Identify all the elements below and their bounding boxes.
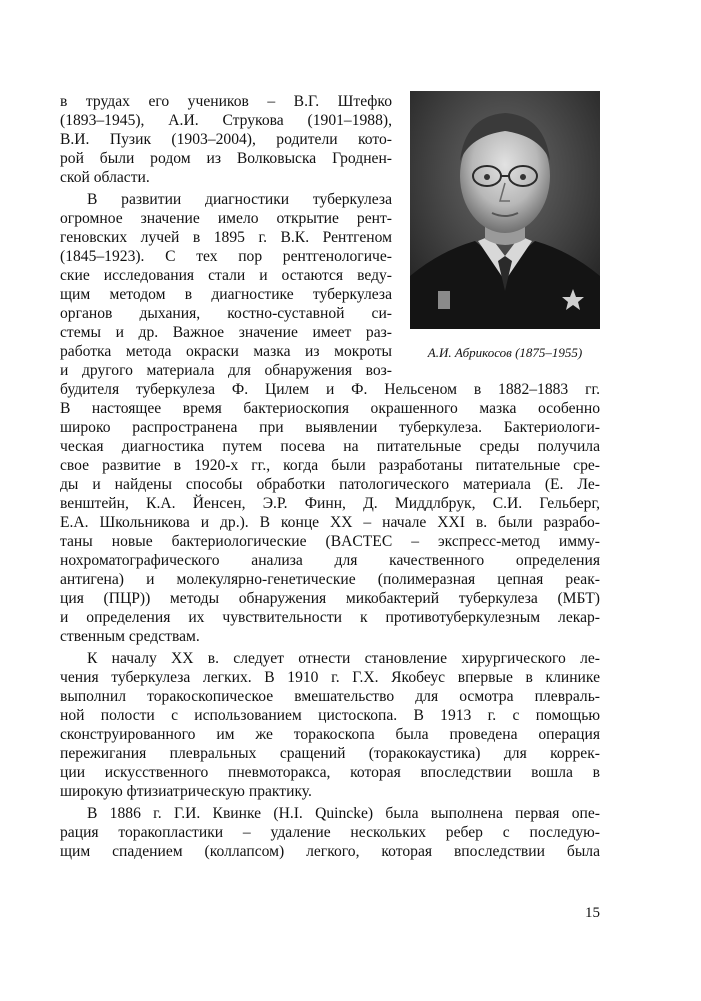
text-line: ские исследования стали и остаются веду- — [60, 267, 392, 284]
text-line: К началу XX в. следует отнести становление хирургического ле- — [87, 650, 600, 667]
text-line: чения туберкулеза легких. В 1910 г. Г.Х. Якобеус впервые в клинике — [60, 669, 600, 686]
text-line: В.И. Пузик (1903–2004), родители кото- — [60, 131, 392, 148]
text-line: ции искусственного пневмоторакса, которая впоследствии вошла в — [60, 764, 600, 781]
text-line: сконструированного им же торакоскопа была проведена операция — [60, 726, 600, 743]
text-line: свое развитие в 1920-х гг., когда были разработаны питательные сре- — [60, 457, 600, 474]
text-line: широко распространена при выявлении туберкулеза. Бактериологи- — [60, 419, 600, 436]
text-line: антигена) и молекулярно-генетические (полимеразная цепная реак- — [60, 571, 600, 588]
text-line: в трудах его учеников – В.Г. Штефко — [60, 93, 392, 110]
text-line: (1893–1945), А.И. Струкова (1901–1988), — [60, 112, 392, 129]
text-line: выполнил торакоскопическое вмешательство для осмотра плевраль- — [60, 688, 600, 705]
text-line: и определения их чувствительности к противотуберкулезным лекар- — [60, 609, 600, 626]
text-line: и другого материала для обнаружения воз- — [60, 362, 392, 379]
text-line: пережигания плевральных сращений (торакокаустика) для коррек- — [60, 745, 600, 762]
text-line: щим спадением (коллапсом) легкого, которая впоследствии была — [60, 843, 600, 860]
text-line: венштейн, К.А. Йенсен, Э.Р. Финн, Д. Миддлбрук, С.И. Гельберг, — [60, 495, 600, 512]
text-line: ческая диагностика путем посева на питательные среды получила — [60, 438, 600, 455]
text-line: ственным средствам. — [60, 628, 200, 645]
text-line: таны новые бактериологические (BACTEC – экспресс-метод имму- — [60, 533, 600, 550]
text-line: ной полости с использованием цистоскопа. В 1913 г. с помощью — [60, 707, 600, 724]
photo-caption — [410, 345, 600, 361]
caption-name: А.И. Абрикосов — [427, 345, 512, 360]
text-line: работка метода окраски мазка из мокроты — [60, 343, 392, 360]
text-line: ция (ПЦР)) методы обнаружения микобактерий туберкулеза (МБТ) — [60, 590, 600, 607]
portrait-photo — [410, 91, 600, 329]
page-number: 15 — [585, 905, 600, 921]
text-line: В 1886 г. Г.И. Квинке (H.I. Quincke) была выполнена первая опе- — [87, 805, 600, 822]
text-line: ской области. — [60, 169, 150, 186]
text-line: рация торакопластики – удаление нескольких ребер с последую- — [60, 824, 600, 841]
text-line: геновских лучей в 1895 г. В.К. Рентгеном — [60, 229, 392, 246]
text-line: щим методом в диагностике туберкулеза — [60, 286, 392, 303]
text-line: рой были родом из Волковыска Гроднен- — [60, 150, 392, 167]
text-line: будителя туберкулеза Ф. Цилем и Ф. Нельсеном в 1882–1883 гг. — [60, 381, 600, 398]
text-line: широкую фтизиатрическую практику. — [60, 783, 312, 800]
text-line: ды и найдены способы обработки патологического материала (Е. Ле- — [60, 476, 600, 493]
portrait-image — [410, 91, 600, 329]
text-line: органов дыхания, костно-суставной си- — [60, 305, 392, 322]
text-line: В развитии диагностики туберкулеза — [87, 191, 392, 208]
text-line: огромное значение имело открытие рент- — [60, 210, 392, 227]
text-line: Е.А. Школьникова и др.). В конце XX – начале XXI в. были разрабо- — [60, 514, 600, 531]
text-line: нохроматографического анализа для качественного определения — [60, 552, 600, 569]
text-line: стемы и др. Важное значение имеет раз- — [60, 324, 392, 341]
text-line: В настоящее время бактериоскопия окрашенного мазка особенно — [60, 400, 600, 417]
caption-years: (1875–1955) — [515, 345, 583, 360]
text-line: (1845–1923). С тех пор рентгенологиче- — [60, 248, 392, 265]
